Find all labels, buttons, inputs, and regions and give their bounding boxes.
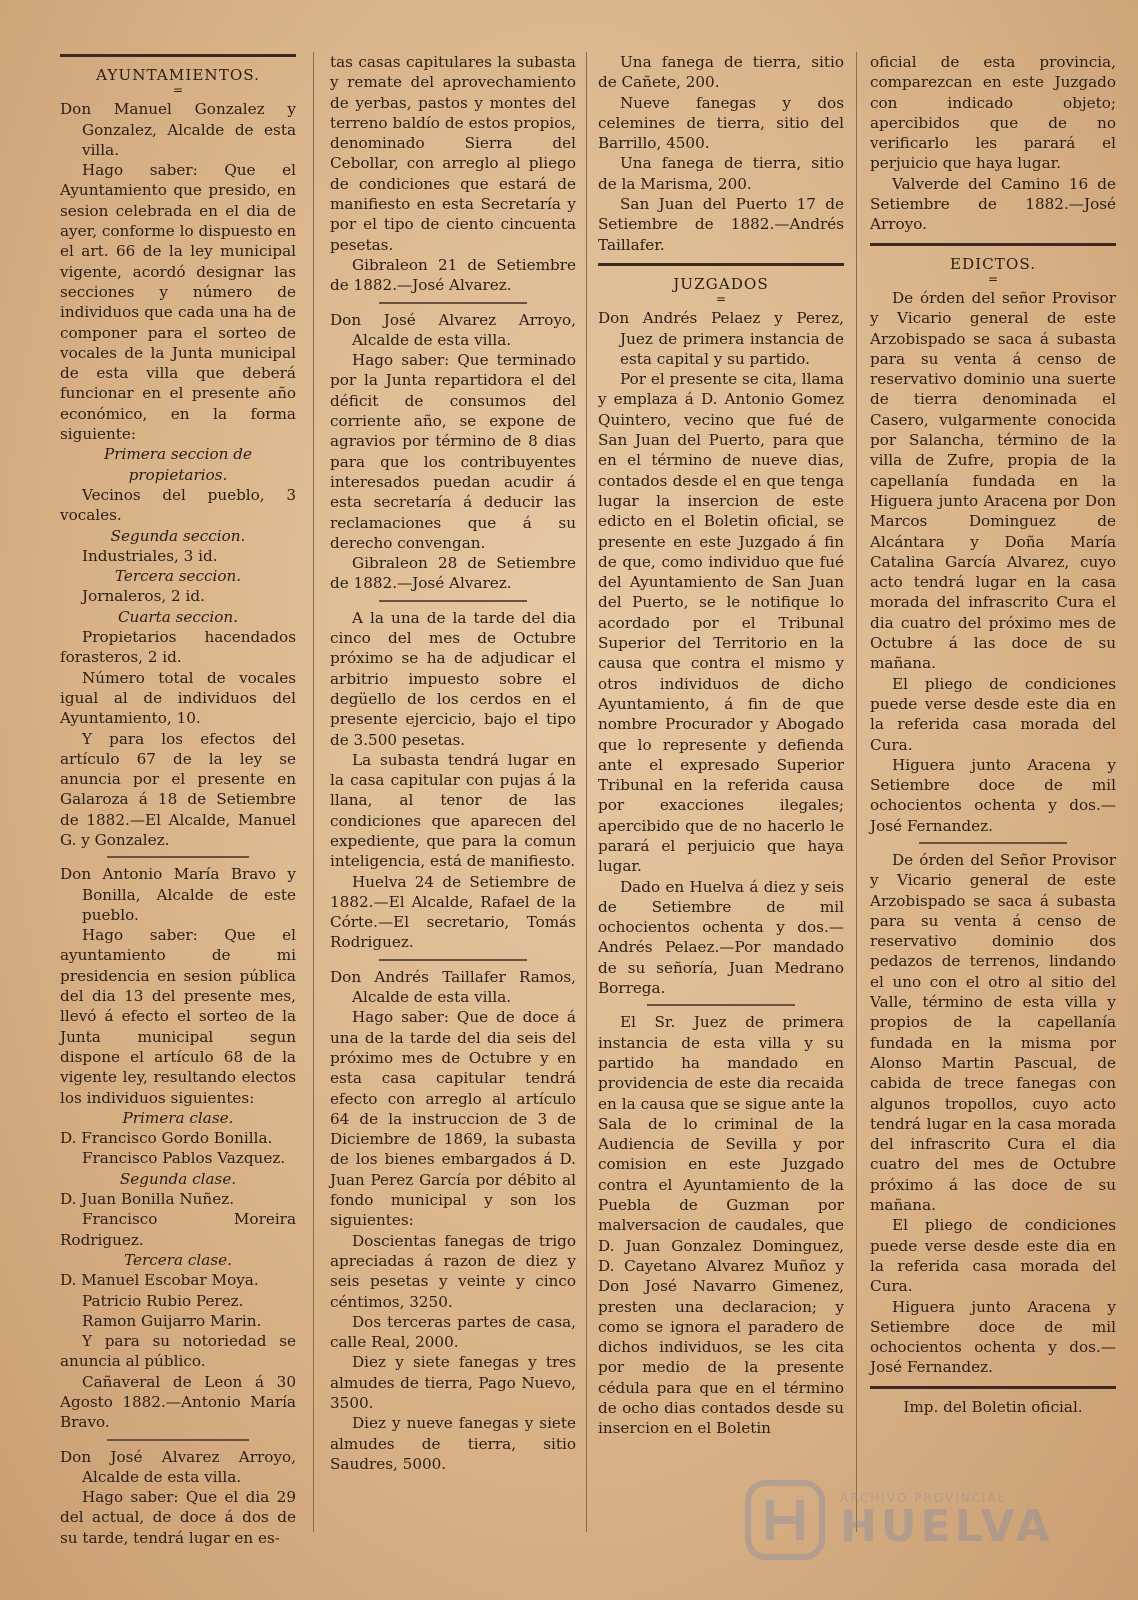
list-item: Francisco Moreira Rodriguez. [60, 1210, 296, 1249]
notice-heading: Don Andrés Taillafer Ramos, Alcalde de esta villa. [330, 967, 576, 1007]
list-item: Francisco Pablos Vazquez. [82, 1149, 286, 1168]
subsection-title: Segunda clase. [119, 1169, 237, 1188]
header-ornament: = [715, 292, 727, 307]
column-divider [586, 52, 588, 1532]
notice-heading: Don José Alvarez Arroyo, Alcalde de esta villa. [330, 310, 576, 349]
notice-heading: Don Antonio María Bravo y Bonilla, Alcalde de este pueblo. [60, 865, 296, 924]
notice-signature: Cañaveral de Leon á 30 Agosto 1882.—Antonio María Bravo. [60, 1372, 296, 1432]
notice-body: oficial de esta provincia, comparezcan en este Juzgado con indicado objeto; apercibidos que de no verificarlo les parará el perjuicio que haya lugar. [870, 53, 1116, 173]
notice-body: La subasta tendrá lugar en la casa capitular con pujas á la llana, al tenor de las condiciones que aparecen del expediente, que para la comun inteligencia, está de manifiesto. [330, 750, 576, 871]
notice-body: tas casas capitulares la subasta y remate del aprovechamiento de yerbas, pastos y montes del terreno baldío de estos propios, denominado Sierra del Cebollar, con arreglo al pliego de condiciones que estará de manifiesto en esta Secretaría y por el tipo de ciento cincuenta pesetas. [330, 53, 576, 254]
notice-signature: Valverde del Camino 16 de Setiembre de 1882.—José Arroyo. [870, 174, 1116, 234]
list-item: Diez y siete fanegas y tres almudes de tierra, Pago Nuevo, 3500. [330, 1353, 576, 1412]
subsection-title: Primera clase. [122, 1108, 234, 1127]
notice-body: Hago saber: Que el Ayuntamiento que presido, en sesion celebrada en el dia de ayer, conforme lo dispuesto en el art. 66 de la ley municipal vigente, acordó designar las secciones y número de individuos que cada una ha de componer para el sorteo de vocales de la Junta municipal de esta villa que deberá funcionar en el presente año económico, en la forma siguiente: [60, 161, 296, 444]
notice-signature: Y para los efectos del artículo 67 de la ley se anuncia por el presente en Galaroza á 18 de Setiembre de 1882.—El Alcalde, Manuel G. y Gonzalez. [60, 729, 296, 849]
list-item: Diez y nueve fanegas y siete almudes de tierra, sitio Saudres, 5000. [330, 1414, 576, 1473]
watermark-line1: ARCHIVO PROVINCIAL [840, 1491, 1007, 1505]
header-ornament: = [987, 271, 999, 286]
notice-body: Hago saber: Que terminado por la Junta repartidora el del déficit de consumos del corriente año, se expone de agravios por término de 8 dias para que los contribuyentes interesados puedan acudir á esta secretaría á deducir las reclamaciones que á su derecho convengan. [330, 351, 576, 552]
subsection-title: Tercera clase. [124, 1250, 232, 1269]
separator [379, 600, 527, 602]
list-item: D. Manuel Escobar Moya. [60, 1271, 259, 1290]
notice-body: Por el presente se cita, llama y emplaza á D. Antonio Gomez Quintero, vecino que fué de San Juan del Puerto, para que en el término de nueve dias, contados desde el en que tenga lugar la insercion de este edicto en el Boletin oficial, se presente en este Juzgado á fin de que, como individuo que fué del Ayuntamiento de San Juan del Puerto, se le notifique lo acordado por el Tribunal Superior del Territorio en la causa que contra el mismo y otros individuos de dicho Ayuntamiento, á fin de que nombre Procurador y Abogado que lo represente y defienda ante el expresado Superior Tribunal en la referida causa por exacciones ilegales; apercibido que de no hacerlo le parará el perjuicio que haya lugar. [598, 370, 844, 876]
notice-heading: Don José Alvarez Arroyo, Alcalde de esta villa. [60, 1447, 296, 1486]
notice-body: De órden del Señor Provisor y Vicario general de este Arzobispado se saca á subasta para su venta á censo de reservativo dominio dos pedazos de terrenos, lindando el uno con el otro al sitio del Valle, término de esta villa y propios de la capellanía fundada en la misma por Alonso Martin Pascual, de cabida de trece fanegas con algunos tropollos, cuyo acto tendrá lugar en la casa morada del infrascrito Cura el dia cuatro del mes de Octubre próximo á las doce de su mañana. [870, 850, 1116, 1215]
section-header-ayuntamientos: AYUNTAMIENTOS. [96, 66, 260, 84]
list-item: Industriales, 3 id. [82, 546, 218, 565]
notice-heading: Don Andrés Pelaez y Perez, Juez de primera instancia de esta capital y su partido. [598, 309, 844, 368]
list-item: Vecinos del pueblo, 3 vocales. [60, 485, 296, 525]
list-item: Jornaleros, 2 id. [82, 587, 205, 606]
notice-signature: Higuera junto Aracena y Setiembre doce de mil ochocientos ochenta y dos.—José Fernandez. [870, 1297, 1116, 1377]
notice-body: A la una de la tarde del dia cinco del mes de Octubre próximo se ha de adjudicar el arbitrio impuesto sobre el degüello de los cerdos en el presente ejercicio, bajo el tipo de 3.500 pesetas. [330, 608, 576, 749]
separator [107, 856, 249, 858]
list-item: D. Juan Bonilla Nuñez. [60, 1190, 235, 1209]
notice-signature: Huelva 24 de Setiembre de 1882.—El Alcalde, Rafael de la Córte.—El secretario, Tomás Rodriguez. [330, 872, 576, 952]
column-3 [598, 52, 844, 1532]
notice-body: El pliego de condiciones puede verse desde este dia en la referida casa morada del Cura. [870, 674, 1116, 754]
separator [919, 842, 1067, 844]
subsection-title: Tercera seccion. [114, 567, 242, 586]
list-item: Ramon Guijarro Marin. [82, 1311, 262, 1330]
notice-body: Y para su notoriedad se anuncia al público. [60, 1332, 296, 1371]
header-ornament: = [172, 83, 184, 98]
column-2 [330, 52, 576, 1532]
section-header-edictos: EDICTOS. [949, 254, 1037, 273]
notice-body: De órden del señor Provisor y Vicario general de este Arzobispado se saca á subasta para su venta á censo de reservativo dominio una suerte de tierra denominada el Casero, vulgarmente conocida por Salancha, término de la villa de Zufre, propia de la capellanía fundada en la Higuera junto Aracena por Don Marcos Dominguez de Alcántara y Doña María Catalina García Alvarez, cuyo acto tendrá lugar en la casa morada del infrascrito Cura el dia cuatro del próximo mes de Octubre á las doce de su mañana. [870, 288, 1116, 673]
notice-signature: San Juan del Puerto 17 de Setiembre de 1882.—Andrés Taillafer. [598, 195, 844, 254]
separator [379, 959, 527, 961]
list-item: Patricio Rubio Perez. [82, 1291, 244, 1310]
archive-seal-icon [740, 1475, 830, 1565]
column-4 [870, 52, 1116, 1532]
notice-body: Número total de vocales igual al de individuos del Ayuntamiento, 10. [60, 668, 296, 728]
imprint: Imp. del Boletin oficial. [903, 1397, 1083, 1416]
subsection-title: Primera seccion de propietarios. [104, 445, 252, 484]
notice-body: El pliego de condiciones puede verse desde este dia en la referida casa morada del Cura. [870, 1216, 1116, 1296]
notice-signature: Higuera junto Aracena y Setiembre doce de mil ochocientos ochenta y dos.—José Fernandez. [870, 755, 1116, 835]
notice-signature: Dado en Huelva á diez y seis de Setiembre de mil ochocientos ochenta y dos.—Andrés Pelaez.—Por mandado de su señoría, Juan Medrano Borrega. [598, 877, 844, 998]
notice-body: Hago saber: Que de doce á una de la tarde del dia seis del próximo mes de Octubre y en esta casa capitular tendrá efecto con arreglo al artículo 64 de la instruccion de 3 de Diciembre de 1869, la subasta de los bienes embargados á D. Juan Perez García por débito al fondo municipal y son los siguientes: [330, 1008, 576, 1230]
separator [107, 1439, 249, 1441]
subsection-title: Cuarta seccion. [117, 607, 239, 626]
notice-body: Hago saber: Que el ayuntamiento de mi presidencia en sesion pública del dia 13 del presente mes, llevó á efecto el sorteo de la Junta municipal segun dispone el artículo 68 de la vigente ley, resultando electos los individuos siguientes: [60, 926, 296, 1107]
separator [870, 1386, 1116, 1389]
header-rule [598, 263, 844, 266]
header-rule [870, 243, 1116, 246]
list-item: Una fanega de tierra, sitio de Cañete, 200. [598, 53, 844, 92]
section-header-juzgados: JUZGADOS [673, 274, 769, 293]
list-item: D. Francisco Gordo Bonilla. [60, 1129, 273, 1148]
watermark-line2: HUELVA [840, 1501, 1054, 1552]
column-1 [60, 52, 296, 1547]
notice-heading: Don Manuel Gonzalez y Gonzalez, Alcalde de esta villa. [60, 100, 296, 159]
column-divider [313, 52, 315, 1532]
column-divider [856, 52, 858, 1532]
list-item: Nueve fanegas y dos celemines de tierra, sitio del Barrillo, 4500. [598, 93, 844, 153]
notice-body: Hago saber: Que el dia 29 del actual, de doce á dos de su tarde, tendrá lugar en es- [60, 1488, 296, 1547]
archive-watermark [740, 1465, 1060, 1575]
notice-signature: Gibraleon 28 de Setiembre de 1882.—José Alvarez. [330, 554, 576, 593]
header-rule [60, 54, 296, 57]
separator [379, 302, 527, 304]
subsection-title: Segunda seccion. [110, 526, 246, 545]
separator [647, 1004, 795, 1006]
list-item: Doscientas fanegas de trigo apreciadas á razon de diez y seis pesetas y veinte y cinco céntimos, 3250. [330, 1231, 576, 1311]
notice-body: El Sr. Juez de primera instancia de esta villa y su partido ha mandado en providencia de este dia recaida en la causa que se sigue ante la Sala de lo criminal de la Audiencia de Sevilla y por comision en este Juzgado contra el Ayuntamiento de la Puebla de Guzman por malversacion de caudales, que D. Juan Gonzalez Dominguez, D. Cayetano Alvarez Muñoz y Don José Navarro Gimenez, presten una declaracion; y como se ignora el paradero de dichos individuos, se les cita por medio de la presente cédula para que en el término de ocho dias contados desde su insercion en el Boletin [598, 1013, 844, 1438]
notice-signature: Gibraleon 21 de Setiembre de 1882.—José Alvarez. [330, 255, 576, 295]
list-item: Dos terceras partes de casa, calle Real, 2000. [330, 1312, 576, 1352]
list-item: Una fanega de tierra, sitio de la Marisma, 200. [598, 154, 844, 193]
list-item: Propietarios hacendados forasteros, 2 id. [60, 628, 296, 667]
